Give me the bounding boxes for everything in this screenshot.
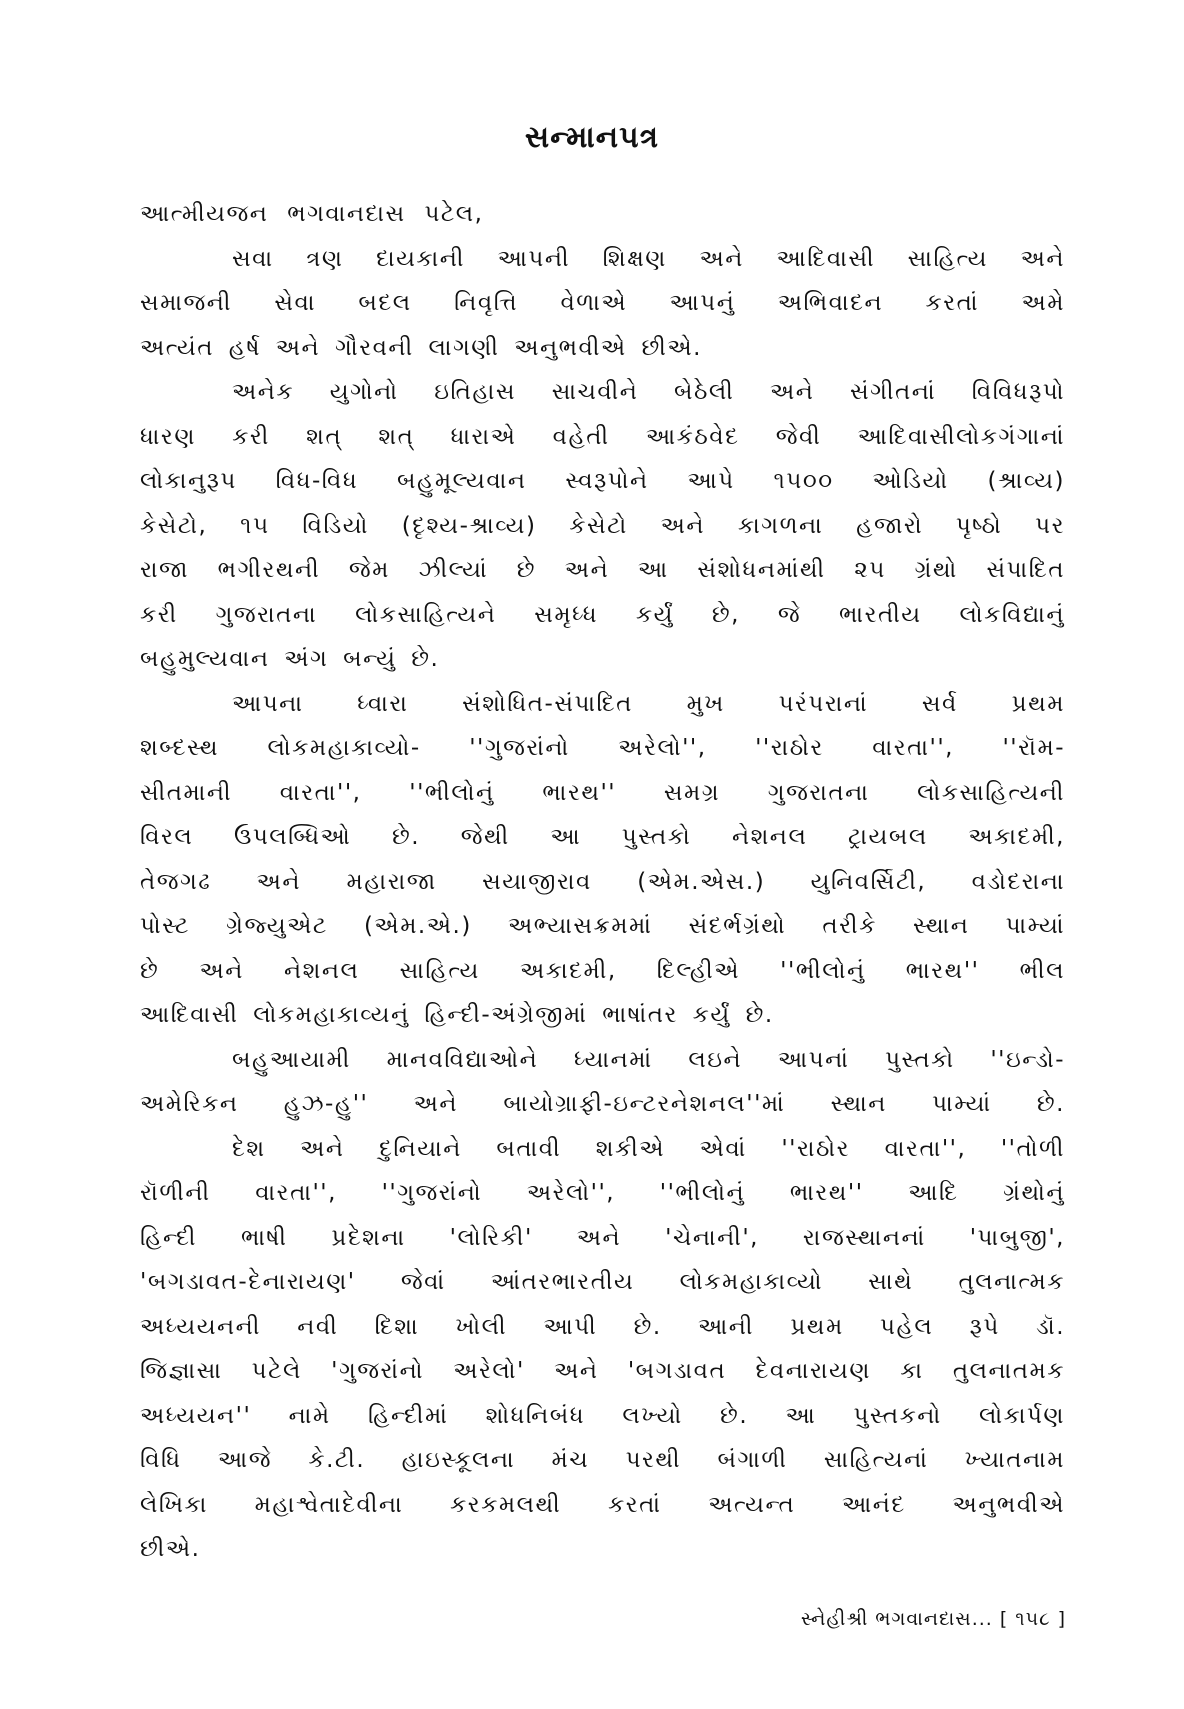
text-line: રાજા ભગીરથની જેમ ઝીલ્યાં છે અને આ સંશોધનમાંથી ૨૫ ગ્રંથો સંપાદિત: [140, 557, 1065, 583]
text-line: આદિવાસી લોકમહાકાવ્યનું હિન્દી-અંગ્રેજીમાં ભાષાંતર કર્યું છે.: [140, 1002, 774, 1028]
text-line: શબ્દસ્થ લોકમહાકાવ્યો- ''ગુજરાંનો અરેલો'', ''રાઠોર વારતા'', ''રૉમ-: [140, 735, 1065, 761]
text-line: દેશ અને દુનિયાને બતાવી શકીએ એવાં ''રાઠોર વારતા'', ''તોળી: [232, 1135, 1065, 1162]
letter-body: [140, 192, 1065, 1572]
text-line: વિધિ આજે કે.ટી. હાઇસ્કૂલના મંચ પરથી બંગાળી સાહિત્યનાં ખ્યાતનામ: [140, 1447, 1065, 1473]
text-line: અનેક યુગોનો ઇતિહાસ સાચવીને બેઠેલી અને સંગીતનાં વિવિધરૂપો: [232, 379, 1065, 405]
text-line: સમાજની સેવા બદલ નિવૃત્તિ વેળાએ આપનું અભિવાદન કરતાં અમે: [140, 290, 1065, 316]
text-line: વિરલ ઉપલબ્ધિઓ છે. જેથી આ પુસ્તકો નેશનલ ટ્રાયબલ અકાદમી,: [140, 824, 1065, 850]
page-title: સન્માનપત્ર: [524, 120, 660, 155]
text-line: સીતમાની વારતા'', ''ભીલોનું ભારથ'' સમગ્ર ગુજરાતના લોકસાહિત્યની: [140, 779, 1065, 806]
text-line: તેજગઢ અને મહારાજા સયાજીરાવ (એમ.એસ.) યુનિવર્સિટી, વડોદરાના: [140, 868, 1065, 895]
text-line: બહુઆયામી માનવવિદ્યાઓને ધ્યાનમાં લઇને આપનાં પુસ્તકો ''ઇન્ડો-: [232, 1046, 1065, 1073]
text-line: રૉળીની વારતા'', ''ગુજરાંનો અરેલો'', ''ભીલોનું ભારથ'' આદિ ગ્રંથોનું: [140, 1180, 1065, 1206]
text-line: પોસ્ટ ગ્રેજ્યુએટ (એમ.એ.) અભ્યાસક્રમમાં સંદર્ભગ્રંથો તરીકે સ્થાન પામ્યાં: [140, 913, 1065, 939]
text-line: અત્યંત હર્ષ અને ગૌરવની લાગણી અનુભવીએ છીએ.: [140, 334, 702, 361]
salutation-line: આત્મીયજન ભગવાનદાસ પટેલ,: [140, 201, 484, 227]
text-line: 'બગડાવત-દેનારાયણ' જેવાં આંતરભારતીય લોકમહાકાવ્યો સાથે તુલનાત્મક: [140, 1269, 1065, 1295]
text-line: અમેરિકન હુઝ-હુ'' અને બાયોગ્રાફી-ઇન્ટરનેશનલ''માં સ્થાન પામ્યાં છે.: [140, 1091, 1065, 1117]
text-line: અધ્યયનની નવી દિશા ખોલી આપી છે. આની પ્રથમ પહેલ રૂપે ડૉ.: [140, 1313, 1065, 1340]
text-line: જિજ્ઞાસા પટેલે 'ગુજરાંનો અરેલો' અને 'બગડાવત દેવનારાયણ કા તુલનાતમક: [140, 1358, 1065, 1384]
text-line: આપના ધ્વારા સંશોધિત-સંપાદિત મુખ પરંપરાનાં સર્વ પ્રથમ: [232, 690, 1065, 717]
text-line: બહુમુલ્યવાન અંગ બન્યું છે.: [140, 646, 440, 672]
text-line: છે અને નેશનલ સાહિત્ય અકાદમી, દિલ્હીએ ''ભીલોનું ભારથ'' ભીલ: [140, 957, 1065, 984]
text-line: છીએ.: [140, 1536, 201, 1562]
text-line: કરી ગુજરાતના લોકસાહિત્યને સમૃધ્ધ કર્યું છે, જે ભારતીય લોકવિદ્યાનું: [140, 601, 1065, 628]
text-line: અધ્યયન'' નામે હિન્દીમાં શોધનિબંધ લખ્યો છે. આ પુસ્તકનો લોકાર્પણ: [140, 1402, 1065, 1429]
page-footer: સ્નેહીશ્રી ભગવાનદાસ... [ ૧૫૮ ]: [800, 1608, 1066, 1630]
text-line: સવા ત્રણ દાયકાની આપની શિક્ષણ અને આદિવાસી સાહિત્ય અને: [232, 245, 1065, 272]
text-line: લોકાનુરૂપ વિધ-વિધ બહુમૂલ્યવાન સ્વરૂપોને આપે ૧૫૦૦ ઓડિયો (શ્રાવ્ય): [140, 468, 1065, 494]
text-line: હિન્દી ભાષી પ્રદેશના 'લોરિકી' અને 'ચેનાની', રાજસ્થાનનાં 'પાબુજી',: [140, 1224, 1065, 1251]
text-line: લેખિકા મહાશ્વેતાદેવીના કરકમલથી કરતાં અત્યન્ત આનંદ અનુભવીએ: [140, 1491, 1065, 1518]
text-line: ધારણ કરી શત્ શત્ ધારાએ વહેતી આકંઠવેદ જેવી આદિવાસીલોકગંગાનાં: [140, 423, 1065, 450]
text-line: કેસેટો, ૧૫ વિડિયો (દૃશ્ય-શ્રાવ્ય) કેસેટો અને કાગળના હજારો પૃષ્ઠો પર: [140, 512, 1065, 539]
